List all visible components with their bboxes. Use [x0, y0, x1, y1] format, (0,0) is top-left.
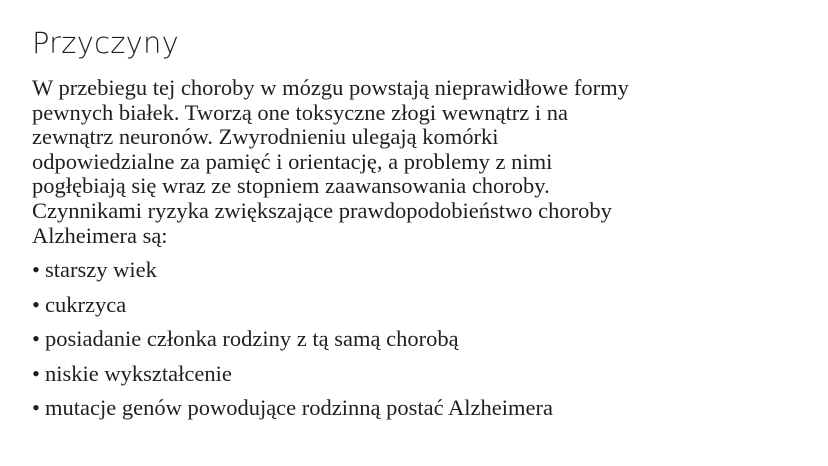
- bullet-icon: •: [32, 257, 40, 283]
- slide-title: Przyczyny: [32, 26, 179, 60]
- list-item: [32, 357, 812, 392]
- slide-body: [32, 76, 812, 426]
- bullet-icon: •: [32, 291, 40, 317]
- list-item: [32, 253, 812, 288]
- list-item-text: posiadanie członka rodziny z tą samą chorobą: [45, 326, 459, 352]
- list-item-text: niskie wykształcenie: [45, 360, 232, 386]
- list-item-text: starszy wiek: [45, 257, 157, 283]
- bullet-icon: •: [32, 360, 40, 386]
- list-item: [32, 391, 812, 426]
- risk-factor-list: [32, 253, 812, 426]
- bullet-icon: •: [32, 395, 40, 421]
- body-paragraph: W przebiegu tej choroby w mózgu powstają nieprawidłowe formy pewnych białek. Tworzą one toksyczne złogi wewnątrz i na zewnątrz neuronów. Zwyrodnieniu ulegają komórki odpowiedzialne za pamięć i orientację, a problemy z nimi pogłębiają się wraz ze stopniem zaawansowania choroby. Czynnikami ryzyka zwiększające prawdopodobieństwo choroby Alzheimera są:: [32, 75, 629, 248]
- bullet-icon: •: [32, 326, 40, 352]
- list-item-text: cukrzyca: [45, 291, 127, 317]
- list-item: [32, 322, 812, 357]
- list-item-text: mutacje genów powodujące rodzinną postać Alzheimera: [45, 395, 553, 421]
- list-item: [32, 288, 812, 323]
